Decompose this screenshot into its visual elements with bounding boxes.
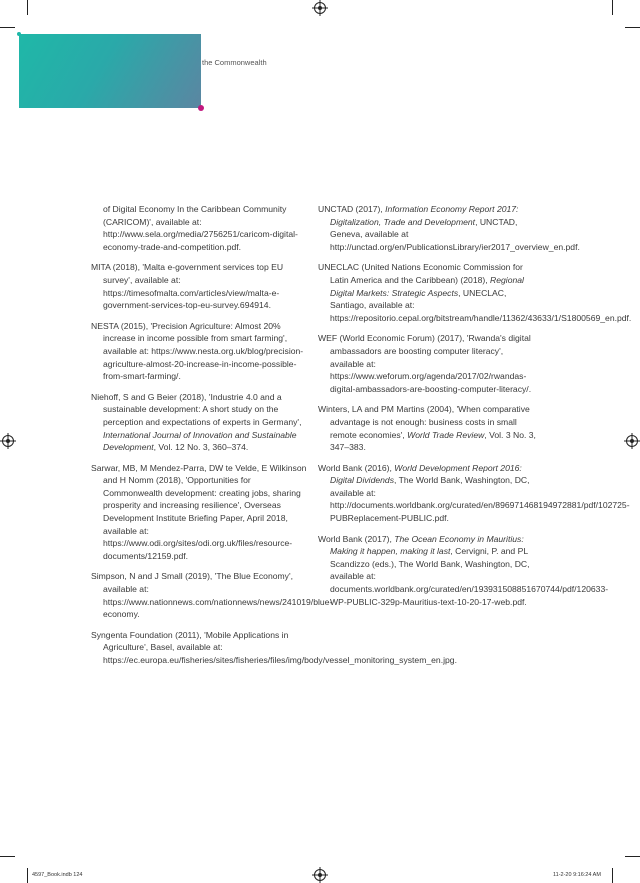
slug-timestamp: 11-2-20 9:16:24 AM	[553, 872, 601, 878]
reference-entry: UNCTAD (2017), Information Economy Report 2017: Digitalization, Trade and Development, UNCTAD, Geneva, available at http://unctad.org/en/PublicationsLibrary/ier2017_overview_en.pdf.	[318, 204, 580, 252]
crop-mark	[0, 856, 15, 857]
registration-mark-icon	[314, 869, 326, 881]
crop-mark	[612, 0, 613, 15]
crop-mark	[625, 856, 640, 857]
registration-mark-icon	[626, 435, 638, 447]
reference-entry: of Digital Economy In the Caribbean Community (CARICOM)', available at: http://www.sela.org/media/2756251/caricom-digital-economy-trade-and-competition.pdf.	[103, 204, 298, 252]
crop-mark	[625, 27, 640, 28]
reference-entry: Sarwar, MB, M Mendez-Parra, DW te Velde, E Wilkinson and H Nomm (2018), 'Opportunities for Commonwealth development: creating jobs, sharing prosperity and increasing resilience', Overseas Development Institute Briefing Paper, April 2018, available at: https://www.odi.org/sites/odi.org.uk/files/resource-documents/12159.pdf.	[91, 462, 307, 561]
header-accent-dot	[198, 105, 204, 111]
crop-mark	[27, 868, 28, 883]
reference-entry: Simpson, N and J Small (2019), 'The Blue Economy', available at: https://www.nationnews.com/nationnews/news/241019/blue-economy.	[91, 571, 333, 620]
reference-entry: MITA (2018), 'Malta e-government services top EU survey', available at: https://timesofmalta.com/articles/view/malta-e-government-services-top-eu-survey.694914.	[91, 262, 284, 311]
crop-mark	[0, 27, 15, 28]
registration-mark-icon	[314, 2, 326, 14]
reference-entry: Syngenta Foundation (2011), 'Mobile Applications in Agriculture', Basel, available at: https://ec.europa.eu/fisheries/sites/fisheries/files/img/body/vessel_monitoring_system_en.jpg.	[91, 629, 457, 665]
reference-entry: World Bank (2017), The Ocean Economy in Mauritius: Making it happen, making it last, Cervigni, P. and PL Scandizzo (eds.), The World Bank, Washington, DC, available at: documents.worldbank.org/curated/en/193931508851670744/pdf/120633-WP-PUBLIC-329p-Mauritius-text-10-20-17-web.pdf.	[318, 533, 609, 607]
header-accent-dot	[17, 32, 21, 36]
reference-entry: Winters, LA and PM Martins (2004), 'When comparative advantage is not enough: business costs in small remote economies', World Trade Review, Vol. 3 No. 3, 347–383.	[318, 404, 536, 453]
reference-entry: WEF (World Economic Forum) (2017), 'Rwanda's digital ambassadors are boosting computer literacy', available at: https://www.weforum.org/agenda/2017/02/rwandas-digital-ambassadors-are-boosting-computer-literacy/.	[318, 333, 532, 394]
reference-entry: NESTA (2015), 'Precision Agriculture: Almost 20% increase in income possible from smart farming', available at: https://www.nesta.org.uk/blog/precision-agriculture-almost-20-increase-in-income-possible-from-smart-farming/.	[91, 320, 304, 382]
running-head: the Commonwealth	[202, 58, 267, 67]
reference-entry: UNECLAC (United Nations Economic Commission for Latin America and the Caribbean) (2018), Regional Digital Markets: Strategic Aspects, UNECLAC, Santiago, available at: https://repositorio.cepal.org/bitstream/handle/11362/43633/1/S1800569_en.pdf.	[318, 262, 632, 323]
slug-file-info: 4597_Book.indb 124	[32, 872, 83, 878]
crop-mark	[27, 0, 28, 15]
crop-mark	[612, 868, 613, 883]
references-right-column	[318, 203, 632, 616]
registration-mark-icon	[2, 435, 14, 447]
header-color-band	[19, 34, 201, 108]
reference-entry: Niehoff, S and G Beier (2018), 'Industrie 4.0 and a sustainable development: A short study on the perception and expectations of experts in Germany', International Journal of Innovation and Sustainable Development, Vol. 12 No. 3, 360–374.	[91, 391, 302, 453]
reference-entry: World Bank (2016), World Development Report 2016: Digital Dividends, The World Bank, Washington, DC, available at: http://documents.worldbank.org/curated/en/896971468194972881/pdf/102725-PUBReplacement-PUBLIC.pdf.	[318, 462, 630, 524]
